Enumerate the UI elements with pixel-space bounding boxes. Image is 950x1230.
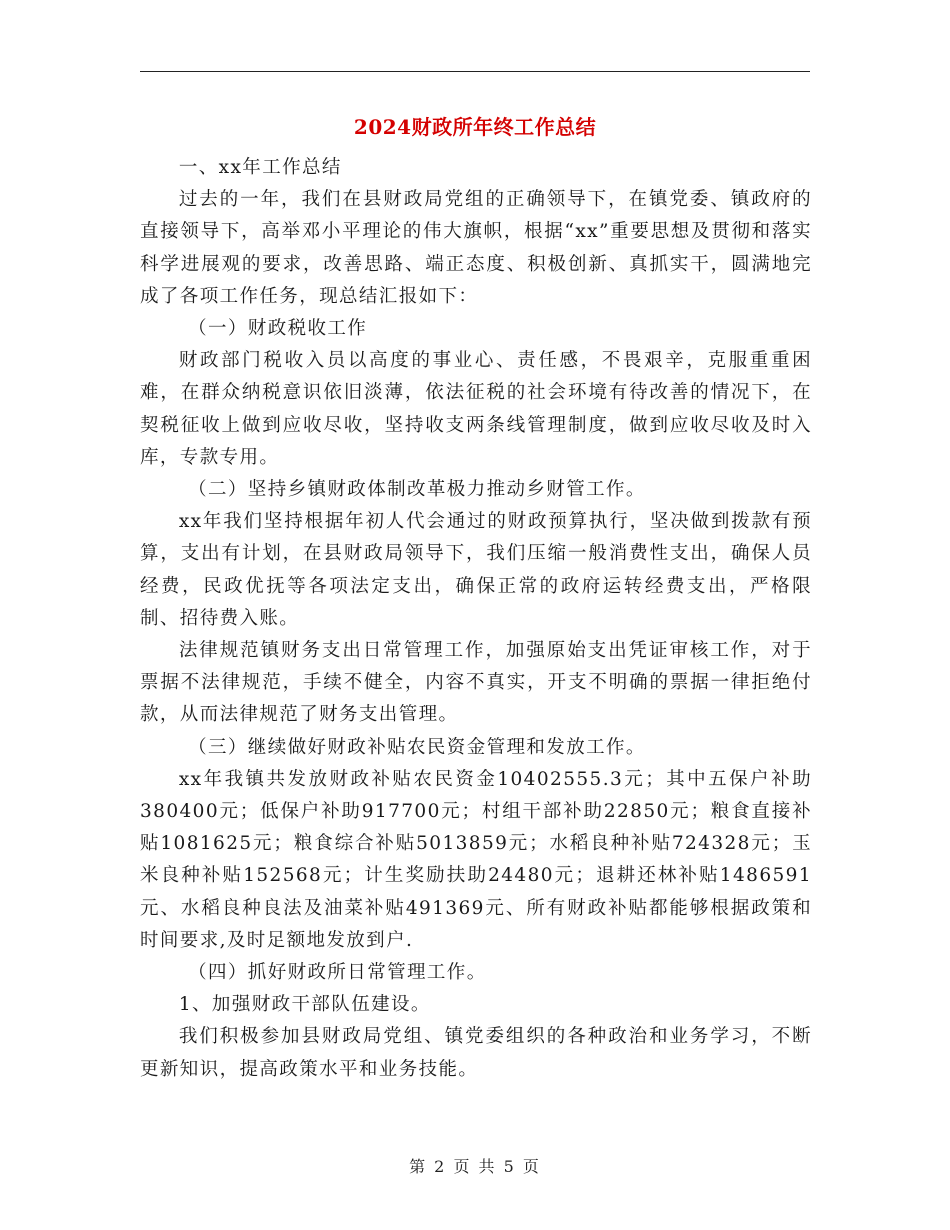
section-heading: 一、xx年工作总结 [178,157,342,178]
body-paragraph: 过去的一年，我们在县财政局党组的正确领导下，在镇党委、镇政府的直接领导下，高举邓小平理论的伟大旗帜，根据“xx”重要思想及贯彻和落实科学进展观的要求，改善思路、端正态度、积极创新、真抓实干，圆满地完成了各项工作任务，现总结汇报如下： [140,189,812,307]
subsection-heading: （二）坚持乡镇财政体制改革极力推动乡财管工作。 [188,479,646,501]
body-paragraph: 财政部门税收入员以高度的事业心、责任感，不畏艰辛，克服重重困难，在群众纳税意识依旧淡薄，依法征税的社会环境有待改善的情况下，在契税征收上做到应收尽收，坚持收支两条线管理制度，做到应收尽收及时入库，专款专用。 [140,350,812,468]
subsection-heading: （三）继续做好财政补贴农民资金管理和发放工作。 [188,736,646,758]
body-paragraph: 我们积极参加县财政局党组、镇党委组织的各种政治和业务学习，不断更新知识，提高政策水平和业务技能。 [140,1026,812,1080]
page-number: 第 2 页 共 5 页 [409,1157,541,1176]
body-paragraph: xx年我镇共发放财政补贴农民资金10402555.3元；其中五保户补助380400元；低保户补助917700元；村组干部补助22850元；粮食直接补贴1081625元；粮食综合补贴5013859元；水稻良种补贴724328元；玉米良种补贴152568元；计生奖励扶助24480元；退耕还林补贴1486591元、水稻良种良法及油菜补贴491369元、所有财政补贴都能够根据政策和时间要求,及时足额地发放到户. [140,768,812,951]
subsection-heading: （一）财政税收工作 [188,318,368,340]
body-paragraph: xx年我们坚持根据年初人代会通过的财政预算执行，坚决做到拨款有预算，支出有计划，在县财政局领导下，我们压缩一般消费性支出，确保人员经费，民政优抚等各项法定支出，确保正常的政府运转经费支出，严格限制、招待费入账。 [140,511,812,629]
header-rule [140,71,810,72]
body-paragraph: 法律规范镇财务支出日常管理工作，加强原始支出凭证审核工作，对于票据不法律规范，手续不健全，内容不真实，开支不明确的票据一律拒绝付款，从而法律规范了财务支出管理。 [140,640,812,726]
document-body [140,152,812,1086]
body-paragraph: 1、加强财政干部队伍建设。 [178,994,431,1016]
document-title: 2024财政所年终工作总结 [353,115,597,139]
subsection-heading: （四）抓好财政所日常管理工作。 [188,962,487,984]
